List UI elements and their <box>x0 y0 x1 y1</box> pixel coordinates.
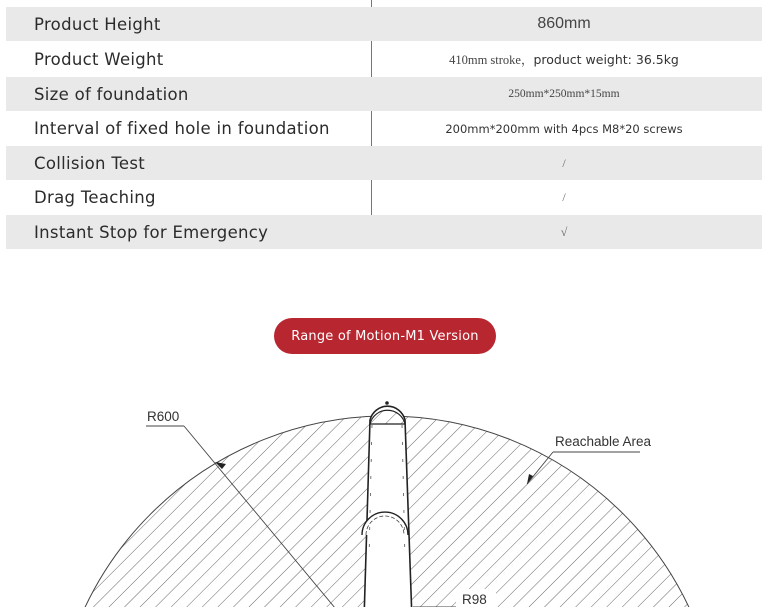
spec-row-product-height <box>6 7 762 41</box>
outer-radius-label: R600 <box>147 409 180 424</box>
spec-value: / <box>562 155 566 170</box>
reachable-area-label: Reachable Area <box>555 434 652 449</box>
spec-table <box>6 0 762 249</box>
spec-label: Interval of fixed hole in foundation <box>34 119 330 138</box>
spec-row-product-weight <box>6 41 762 77</box>
spec-label: Size of foundation <box>34 84 189 104</box>
range-of-motion-diagram <box>0 360 768 607</box>
spec-value-stroke: 410mm stroke， <box>449 53 534 67</box>
spec-row-drag-teaching <box>6 180 762 215</box>
spec-label: Instant Stop for Emergency <box>34 222 269 242</box>
spec-row-instant-stop <box>6 215 762 249</box>
spec-label: Product Weight <box>34 49 164 69</box>
robot-arm-outline <box>364 406 412 607</box>
spec-label: Drag Teaching <box>34 188 156 207</box>
spec-value-weight: product weight: 36.5kg <box>533 52 679 67</box>
section-title-badge: Range of Motion-M1 Version <box>274 318 496 354</box>
inner-radius-label: R98 <box>462 592 487 607</box>
spec-value: √ <box>560 224 568 239</box>
spec-label: Product Height <box>34 14 161 34</box>
spec-label: Collision Test <box>34 153 146 173</box>
spec-value: 200mm*200mm with 4pcs M8*20 screws <box>445 121 683 136</box>
spec-value: 250mm*250mm*15mm <box>508 88 620 100</box>
spec-value <box>366 50 762 68</box>
spec-value: / <box>562 190 566 204</box>
spec-row-foundation-size <box>6 77 762 111</box>
spec-row-collision-test <box>6 146 762 180</box>
spec-row-fixed-hole-interval <box>6 111 762 146</box>
spec-value: 860mm <box>537 15 591 32</box>
